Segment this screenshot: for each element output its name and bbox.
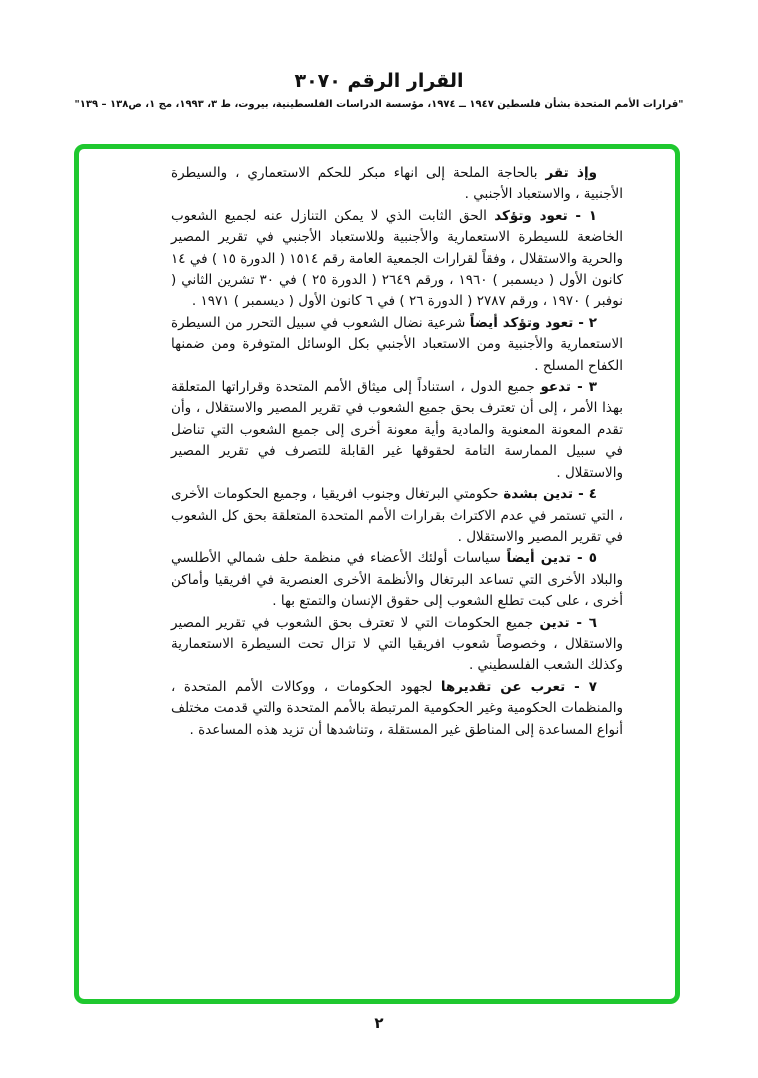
- resolution-paragraph: ٦ - تدين جميع الحكومات التي لا تعترف بحق الشعوب في تقرير المصير والاستقلال ، وخصوصاً شعوب افريقيا التي لا تزال تحت السيطرة الاستعمارية وكذلك الشعب الفلسطيني .: [171, 614, 623, 674]
- resolution-text: [79, 149, 675, 741]
- resolution-paragraph: ٤ - تدين بشدة حكومتي البرتغال وجنوب افريقيا ، وجميع الحكومات الأخرى ، التي تستمر في عدم الاكتراث بقرارات الأمم المتحدة المتعلقة بحق كل الشعوب في تقرير المصير والاستقلال .: [171, 486, 623, 545]
- paragraph-lead: ٢ - تعود وتؤكد أيضاً: [469, 314, 597, 331]
- resolution-paragraph: وإذ تقر بالحاجة الملحة إلى انهاء مبكر للحكم الاستعماري ، والسيطرة الأجنبية ، والاستعباد الأجنبي .: [171, 165, 623, 203]
- paragraph-lead: ٥ - تدين أيضاً: [506, 550, 597, 567]
- page-title: القرار الرقم ٣٠٧٠: [294, 70, 464, 92]
- citation-line: "قرارات الأمم المتحدة بشأن فلسطين ١٩٤٧ ــ ١٩٧٤، مؤسسة الدراسات الفلسطينية، بيروت، ط ٣، ١٩٩٣، مج ١، ص١٣٨ – ١٣٩": [74, 99, 684, 110]
- document-header: [0, 70, 758, 110]
- page-number: ٢: [374, 1014, 384, 1032]
- resolution-paragraph: ٣ - تدعو جميع الدول ، استناداً إلى ميثاق الأمم المتحدة وقراراتها المتعلقة بهذا الأمر ، إلى أن تعترف بحق جميع الشعوب في تقرير المصير والاستقلال ، وأن تقدم المعونة المعنوية والمادية وأية معونة أخرى إلى جميع الشعوب التي تناضل في سبيل الممارسة التامة لحقوقها غير القابلة للتصرف في تقرير المصير والاستقلال .: [171, 379, 623, 481]
- resolution-paragraph: ٢ - تعود وتؤكد أيضاً شرعية نضال الشعوب في سبيل التحرر من السيطرة الاستعمارية والأجنبية ومن الاستعباد الأجنبي بكل الوسائل المتوفرة ومن ضمنها الكفاح المسلح .: [171, 314, 623, 374]
- paragraph-lead: وإذ تقر: [545, 165, 597, 181]
- content-frame: [74, 144, 680, 1004]
- paragraph-lead: ٤ - تدين بشدة: [503, 486, 597, 503]
- paragraph-lead: ١ - تعود وتؤكد: [494, 207, 597, 224]
- resolution-paragraph: ٥ - تدين أيضاً سياسات أولئك الأعضاء في منظمة حلف شمالي الأطلسي والبلاد الأخرى التي تساعد البرتغال والأنظمة الأخرى العنصرية في افريقيا وأماكن أخرى ، على كبت تطلع الشعوب إلى حقوق الإنسان والتمتع بها .: [171, 550, 623, 610]
- paragraph-lead: ٦ - تدين: [539, 614, 597, 631]
- resolution-paragraph: ١ - تعود وتؤكد الحق الثابت الذي لا يمكن التنازل عنه لجميع الشعوب الخاضعة للسيطرة الاستعمارية والأجنبية وللاستعباد الأجنبي في تقرير المصير والحرية والاستقلال ، وفقاً لقرارات الجمعية العامة رقم ١٥١٤ ( الدورة ١٥ ) في ١٤ كانون الأول ( ديسمبر ) ١٩٦٠ ، ورقم ٢٦٤٩ ( الدورة ٢٥ ) في ٣٠ تشرين الثاني ( نوفبر ) ١٩٧٠ ، ورقم ٢٧٨٧ ( الدورة ٢٦ ) في ٦ كانون الأول ( ديسمبر ) ١٩٧١ .: [171, 207, 624, 310]
- paragraph-lead: ٣ - تدعو: [540, 379, 598, 396]
- paragraph-lead: ٧ - تعرب عن تقديرها: [440, 678, 597, 695]
- resolution-paragraph: ٧ - تعرب عن تقديرها لجهود الحكومات ، ووكالات الأمم المتحدة ، والمنظمات الحكومية وغير الحكومية المرتبطة بالأمم المتحدة والتي قدمت مختلف أنواع المساعدة إلى المناطق غير المستقلة ، وتناشدها أن تزيد هذه المساعدة .: [171, 678, 623, 738]
